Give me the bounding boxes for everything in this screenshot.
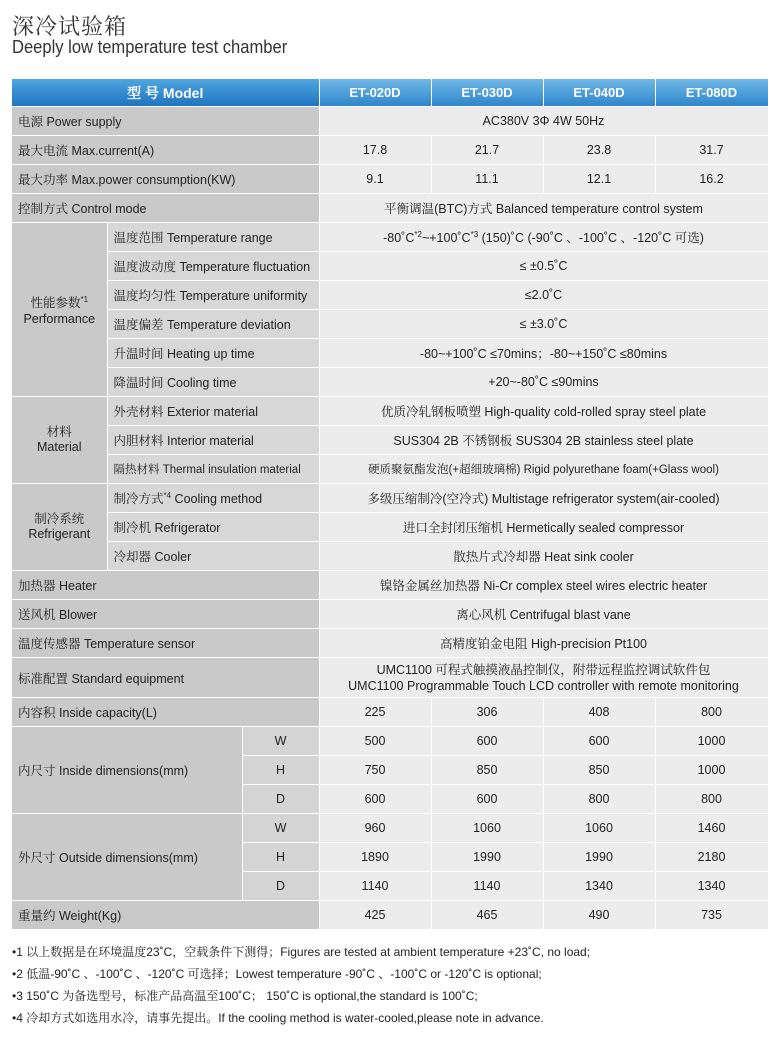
row-value: 1890 [319, 843, 431, 872]
row-value: 465 [431, 901, 543, 930]
row-inside-w [12, 727, 768, 756]
category-en: Refrigerant [28, 527, 91, 541]
row-label: 最大电流 Max.current(A) [12, 136, 319, 165]
footnote-mark: *2 [414, 229, 422, 239]
model-name: ET-030D [431, 79, 543, 107]
category-cn: 制冷系统 [34, 512, 85, 526]
row-value: 离心风机 Centrifugal blast vane [319, 600, 768, 629]
range-low: -80˚C [383, 231, 415, 245]
footnote: •3 150˚C 为备选型号，标准产品高温至100˚C； 150˚C is optional,the standard is 100˚C; [12, 989, 478, 1003]
dim-label: W [242, 727, 319, 756]
row-value [319, 658, 768, 698]
row-value: AC380V 3Φ 4W 50Hz [319, 107, 768, 136]
row-consumption [12, 165, 768, 194]
row-heating-time [12, 339, 768, 368]
row-insulation-material [12, 455, 768, 484]
row-value: 多级压缩制冷(空冷式) Multistage refrigerator system(air-cooled) [319, 484, 768, 513]
row-value: 735 [655, 901, 768, 930]
row-outside-w [12, 814, 768, 843]
row-value: 1000 [655, 756, 768, 785]
model-name: ET-040D [543, 79, 655, 107]
row-value: -80~+100˚C ≤70mins；-80~+150˚C ≤80mins [319, 339, 768, 368]
row-label: 制冷机 Refrigerator [107, 513, 319, 542]
row-control [12, 194, 768, 223]
row-value: 1340 [543, 872, 655, 901]
row-label: 内容积 Inside capacity(L) [12, 698, 319, 727]
row-value: SUS304 2B 不锈钢板 SUS304 2B stainless steel plate [319, 426, 768, 455]
header-row [12, 79, 768, 107]
row-value: 490 [543, 901, 655, 930]
row-value: 1140 [319, 872, 431, 901]
row-label: 电源 Power supply [12, 107, 319, 136]
row-exterior-material [12, 397, 768, 426]
row-label: 控制方式 Control mode [12, 194, 319, 223]
row-label: 温度传感器 Temperature sensor [12, 629, 319, 658]
model-name: ET-080D [655, 79, 768, 107]
row-label: 温度偏差 Temperature deviation [107, 310, 319, 339]
category-performance [12, 223, 107, 397]
page-title-cn: 深冷试验箱 [12, 15, 128, 40]
row-value: 500 [319, 727, 431, 756]
footnotes [12, 941, 590, 1029]
row-label: 隔热材料 Thermal insulation material [107, 455, 319, 484]
row-value: 425 [319, 901, 431, 930]
row-sensor [12, 629, 768, 658]
row-label: 内胆材料 Interior material [107, 426, 319, 455]
row-value: 23.8 [543, 136, 655, 165]
row-label: 升温时间 Heating up time [107, 339, 319, 368]
row-value: 21.7 [431, 136, 543, 165]
row-label: 温度波动度 Temperature fluctuation [107, 252, 319, 281]
footnote: •2 低温-90˚C 、-100˚C 、-120˚C 可选择；Lowest temperature -90˚C 、-100˚C or -120˚C is optional; [12, 967, 542, 981]
row-interior-material [12, 426, 768, 455]
row-value: 600 [431, 727, 543, 756]
row-label: 内尺寸 Inside dimensions(mm) [12, 727, 242, 814]
category-refrigerant [12, 484, 107, 571]
row-value: 600 [543, 727, 655, 756]
footnote-mark: *4 [163, 490, 172, 500]
row-value: 9.1 [319, 165, 431, 194]
row-value: 散热片式冷却器 Heat sink cooler [319, 542, 768, 571]
row-current [12, 136, 768, 165]
row-value: 11.1 [431, 165, 543, 194]
row-value: 进口全封闭压缩机 Hermetically sealed compressor [319, 513, 768, 542]
row-value: 1990 [431, 843, 543, 872]
row-value: 408 [543, 698, 655, 727]
row-blower [12, 600, 768, 629]
row-value: 12.1 [543, 165, 655, 194]
row-value [319, 223, 768, 252]
row-value: 1340 [655, 872, 768, 901]
footnote: •1 以上数据是在环境温度23˚C，空载条件下测得；Figures are tested at ambient temperature +23˚C, no load; [12, 945, 591, 959]
range-high: ~+100˚C [421, 231, 471, 245]
category-material [12, 397, 107, 484]
row-value: 16.2 [655, 165, 768, 194]
dim-label: H [242, 843, 319, 872]
row-value: 800 [543, 785, 655, 814]
category-en: Performance [23, 311, 96, 326]
row-weight [12, 901, 768, 930]
row-temp-fluctuation [12, 252, 768, 281]
row-value: 850 [431, 756, 543, 785]
row-value: 1990 [543, 843, 655, 872]
dim-label: W [242, 814, 319, 843]
row-value: 1460 [655, 814, 768, 843]
row-temp-deviation [12, 310, 768, 339]
row-label: 标准配置 Standard equipment [12, 658, 319, 698]
row-capacity [12, 698, 768, 727]
row-label [107, 484, 319, 513]
row-label: 外尺寸 Outside dimensions(mm) [12, 814, 242, 901]
row-label: 冷却器 Cooler [107, 542, 319, 571]
dim-label: D [242, 785, 319, 814]
row-refrigerator [12, 513, 768, 542]
model-label: 型 号 Model [12, 79, 319, 107]
label-cn: 制冷方式 [113, 492, 164, 506]
row-value: 800 [655, 698, 768, 727]
footnote-mark: *3 [470, 229, 479, 239]
row-cooling-method [12, 484, 768, 513]
row-label: 降温时间 Cooling time [107, 368, 319, 397]
row-value: 225 [319, 698, 431, 727]
row-value: 1060 [543, 814, 655, 843]
row-value: 2180 [655, 843, 768, 872]
model-name: ET-020D [319, 79, 431, 107]
row-value: 850 [543, 756, 655, 785]
row-cooler [12, 542, 768, 571]
row-value: 600 [431, 785, 543, 814]
footnote: •4 冷却方式如选用水冷，请事先提出。If the cooling method is water-cooled,please note in advance. [12, 1011, 544, 1025]
row-value: 800 [655, 785, 768, 814]
row-heater [12, 571, 768, 600]
row-temp-range [12, 223, 768, 252]
row-value: ≤ ±0.5˚C [319, 252, 768, 281]
dim-label: D [242, 872, 319, 901]
spec-table [12, 79, 768, 930]
row-cooling-time [12, 368, 768, 397]
row-label: 送风机 Blower [12, 600, 319, 629]
value-line-cn: UMC1100 可程式触摸液晶控制仪，附带远程监控调试软件包 [376, 662, 711, 677]
row-power [12, 107, 768, 136]
row-label: 最大功率 Max.power consumption(KW) [12, 165, 319, 194]
row-value: +20~-80˚C ≤90mins [319, 368, 768, 397]
label-en: Cooling method [171, 492, 263, 506]
row-standard-equipment [12, 658, 768, 698]
row-label: 外壳材料 Exterior material [107, 397, 319, 426]
category-cn: 材料 [46, 425, 72, 439]
row-value: 平衡调温(BTC)方式 Balanced temperature control system [319, 194, 768, 223]
row-value: ≤ ±3.0˚C [319, 310, 768, 339]
row-value: 高精度铂金电阻 High-precision Pt100 [319, 629, 768, 658]
footnote-mark: *1 [80, 295, 89, 305]
row-value: 306 [431, 698, 543, 727]
row-value: ≤2.0˚C [319, 281, 768, 310]
category-en: Material [37, 440, 82, 454]
range-options: (150)˚C (-90˚C 、-100˚C 、-120˚C 可选) [478, 231, 704, 245]
row-value: 600 [319, 785, 431, 814]
row-label: 温度均匀性 Temperature uniformity [107, 281, 319, 310]
row-value: 硬质聚氨酯发泡(+超细玻璃棉) Rigid polyurethane foam(+Glass wool) [319, 455, 768, 484]
row-value: 1140 [431, 872, 543, 901]
row-value: 1060 [431, 814, 543, 843]
row-value: 1000 [655, 727, 768, 756]
row-value: 750 [319, 756, 431, 785]
row-label: 重量约 Weight(Kg) [12, 901, 319, 930]
row-label: 温度范围 Temperature range [107, 223, 319, 252]
row-value: 31.7 [655, 136, 768, 165]
row-temp-uniformity [12, 281, 768, 310]
row-value: 优质冷轧钢板喷塑 High-quality cold-rolled spray steel plate [319, 397, 768, 426]
category-cn: 性能参数 [30, 296, 81, 311]
row-label: 加热器 Heater [12, 571, 319, 600]
row-value: 960 [319, 814, 431, 843]
page-title-en: Deeply low temperature test chamber [12, 37, 288, 57]
row-value: 17.8 [319, 136, 431, 165]
row-value: 镍铬金属丝加热器 Ni-Cr complex steel wires electric heater [319, 571, 768, 600]
value-line-en: UMC1100 Programmable Touch LCD controller with remote monitoring [348, 678, 739, 693]
dim-label: H [242, 756, 319, 785]
